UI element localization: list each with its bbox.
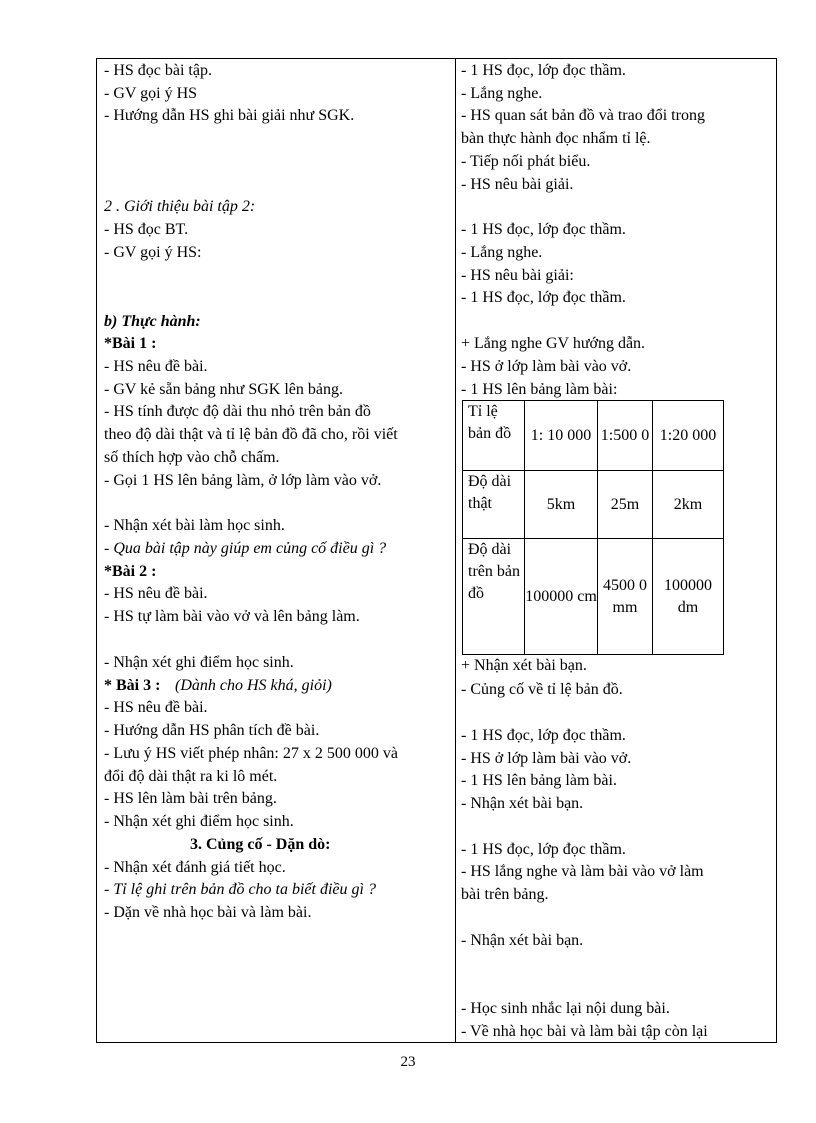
right-line: - 1 HS đọc, lớp đọc thầm. [461,289,626,306]
right-line: - Về nhà học bài và làm bài tập còn lại [461,1023,708,1040]
left-line: theo độ dài thật và tỉ lệ bản đồ đã cho, rồi viết [104,426,398,443]
right-line: - Học sinh nhắc lại nội dung bài. [461,1000,670,1017]
left-line: - HS tự làm bài vào vở và lên bảng làm. [104,608,360,625]
right-line: - 1 HS đọc, lớp đọc thầm. [461,727,626,744]
table-row [463,539,724,655]
right-line: bàn thực hành đọc nhẩm tỉ lệ. [461,130,651,147]
right-line: + Nhận xét bài bạn. [461,657,587,674]
left-line: - HS nêu đề bài. [104,358,208,375]
table-cell: 1: 10 000 [525,401,598,471]
left-line: - Nhận xét ghi điểm học sinh. [104,813,294,830]
table-row [463,471,724,539]
right-line: - Lắng nghe. [461,85,543,102]
right-line: - 1 HS đọc, lớp đọc thầm. [461,62,626,79]
table-cell: Độ dài trên bản đồ [463,539,525,655]
left-line: - Dặn về nhà học bài và làm bài. [104,904,312,921]
table-cell: 4500 0 mm [598,539,653,655]
right-line: - HS lắng nghe và làm bài vào vở làm [461,863,704,880]
section-heading: 3. Củng cố - Dặn dò: [190,836,331,853]
left-line: - Gọi 1 HS lên bảng làm, ở lớp làm vào vở. [104,472,382,489]
column-divider [455,58,456,1043]
left-line: - Nhận xét ghi điểm học sinh. [104,654,294,671]
exercise-note: (Dành cho HS khá, giỏi) [175,677,332,694]
left-line: - Lưu ý HS viết phép nhân: 27 x 2 500 000 và [104,745,398,762]
right-line: - Nhận xét bài bạn. [461,795,584,812]
exercise-heading: * Bài 3 : [104,677,161,694]
left-line: - HS đọc bài tập. [104,62,212,79]
left-line: - Nhận xét bài làm học sinh. [104,517,285,534]
right-line: - 1 HS lên bảng làm bài. [461,772,617,789]
table-cell: 2km [653,471,724,539]
left-line: - Hướng dẫn HS phân tích đề bài. [104,722,320,739]
left-line: - GV kẻ sẵn bảng như SGK lên bảng. [104,381,344,398]
exercise-heading: *Bài 1 : [104,335,157,352]
left-line: - HS lên làm bài trên bảng. [104,790,277,807]
left-line: - Hướng dẫn HS ghi bài giải như SGK. [104,107,355,124]
table-cell: 5km [525,471,598,539]
table-cell: Độ dài thật [463,471,525,539]
right-line: - Lắng nghe. [461,244,543,261]
right-line: - HS quan sát bản đồ và trao đổi trong [461,107,705,124]
right-line: - 1 HS đọc, lớp đọc thầm. [461,221,626,238]
section-heading: b) Thực hành: [104,313,201,330]
left-line: số thích hợp vào chỗ chấm. [104,449,280,466]
left-line: - HS nêu đề bài. [104,585,208,602]
right-line: - 1 HS đọc, lớp đọc thầm. [461,841,626,858]
right-line: - HS ở lớp làm bài vào vở. [461,750,632,767]
right-line: + Lắng nghe GV hướng dẫn. [461,335,646,352]
right-line: bài trên bảng. [461,886,549,903]
left-line: - HS tính được độ dài thu nhỏ trên bản đồ [104,403,371,420]
right-line: - Củng cố về tỉ lệ bản đồ. [461,681,623,698]
table-cell: 1:500 0 [598,401,653,471]
map-scale-table [462,400,724,655]
exercise-heading: *Bài 2 : [104,563,157,580]
left-line: - Tỉ lệ ghi trên bản đồ cho ta biết điều gì ? [104,881,376,898]
right-line: - HS ở lớp làm bài vào vở. [461,358,632,375]
table-cell: Tỉ lệ bản đồ [463,401,525,471]
right-line: - HS nêu bài giải. [461,176,574,193]
right-line: - HS nêu bài giải: [461,267,574,284]
right-line: - Tiếp nối phát biểu. [461,153,591,170]
page-number: 23 [400,1054,416,1070]
table-cell: 100000 cm [525,539,598,655]
left-line: 2 . Giới thiệu bài tập 2: [104,198,256,215]
table-cell: 100000 dm [653,539,724,655]
table-cell: 25m [598,471,653,539]
left-line: - GV gọi ý HS [104,85,198,102]
table-cell: 1:20 000 [653,401,724,471]
table-row [463,401,724,471]
right-line: - Nhận xét bài bạn. [461,932,584,949]
left-line: - HS nêu đề bài. [104,699,208,716]
left-line: - Nhận xét đánh giá tiết học. [104,859,286,876]
right-line: - 1 HS lên bảng làm bài: [461,381,618,398]
left-line: đổi độ dài thật ra ki lô mét. [104,768,278,785]
left-line: - Qua bài tập này giúp em củng cố điều gì ? [104,540,387,557]
left-line: - GV gọi ý HS: [104,244,202,261]
left-line: - HS đọc BT. [104,221,189,238]
